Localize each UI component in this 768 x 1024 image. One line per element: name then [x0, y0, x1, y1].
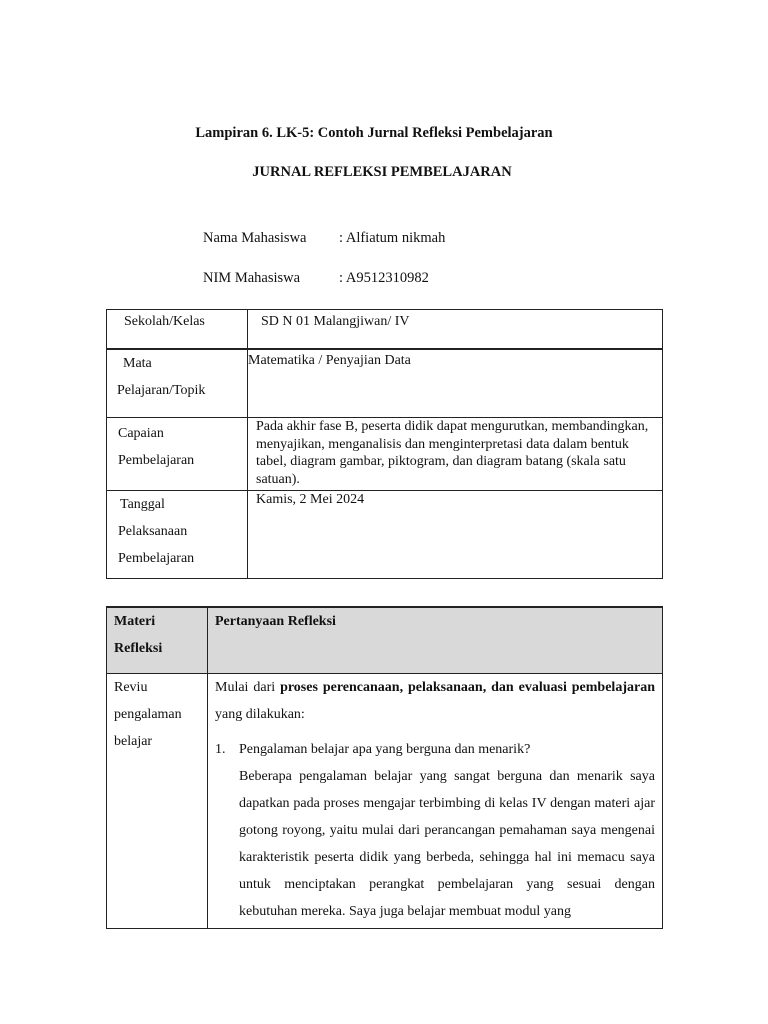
school-label: Sekolah/Kelas — [124, 314, 205, 329]
materi-header-2: Refleksi — [114, 641, 163, 656]
review-content-cell — [208, 673, 663, 928]
school-value: SD N 01 Malangjiwan/ IV — [261, 314, 410, 329]
subject-label-1: Mata — [123, 355, 152, 371]
student-nim-row — [203, 270, 429, 287]
question-header-cell — [208, 607, 663, 673]
intro-post: yang dilakukan: — [215, 706, 305, 722]
reflection-row-review — [107, 673, 663, 928]
cp-label-cell — [107, 418, 248, 491]
student-nim-value: : A9512310982 — [339, 270, 429, 286]
student-name-row — [203, 230, 445, 247]
review-label-1: Reviu — [114, 679, 148, 695]
school-value-cell — [248, 310, 663, 349]
appendix-title: Lampiran 6. LK-5: Contoh Jurnal Refleksi Pembelajaran — [195, 125, 553, 141]
reflection-header-row — [107, 607, 663, 673]
cp-label-2: Pembelajaran — [118, 453, 195, 468]
date-value: Kamis, 2 Mei 2024 — [256, 492, 365, 507]
question-1-text: Pengalaman belajar apa yang berguna dan menarik? — [239, 741, 531, 757]
cp-label-1: Capaian — [118, 426, 164, 441]
date-label-2: Pelaksanaan — [118, 524, 188, 539]
info-row-school — [107, 310, 663, 349]
document-title: JURNAL REFLEKSI PEMBELAJARAN — [252, 164, 512, 180]
question-1-answer-wrap — [208, 763, 662, 925]
question-1 — [208, 737, 662, 763]
subject-value-cell — [248, 349, 663, 418]
student-name-value: : Alfiatum nikmah — [339, 230, 446, 246]
reflection-table — [106, 606, 663, 929]
info-table — [106, 309, 663, 579]
intro-pre: Mulai dari — [215, 679, 281, 695]
info-row-date — [107, 491, 663, 579]
date-label-3: Pembelajaran — [118, 551, 195, 566]
materi-header-1: Materi — [114, 614, 156, 629]
student-nim-label: NIM Mahasiswa — [203, 270, 301, 286]
materi-header-cell — [107, 607, 208, 673]
subject-label-cell — [107, 349, 248, 418]
question-header: Pertanyaan Refleksi — [215, 614, 336, 629]
cp-value-cell — [248, 418, 663, 491]
review-label-cell — [107, 673, 208, 928]
date-label-1: Tanggal — [120, 497, 165, 512]
review-label-2: pengalaman — [114, 706, 182, 722]
info-row-cp — [107, 418, 663, 491]
subject-value: Matematika / Penyajian Data — [248, 352, 411, 368]
question-1-number: 1. — [215, 741, 226, 757]
student-name-label: Nama Mahasiswa — [203, 230, 307, 246]
intro-bold: proses perencanaan, pelaksanaan, dan evaluasi pembelajaran — [280, 679, 655, 695]
school-label-cell — [107, 310, 248, 349]
info-row-subject — [107, 349, 663, 418]
date-value-cell — [248, 491, 663, 579]
cp-value: Pada akhir fase B, peserta didik dapat mengurutkan, membandingkan, menyajikan, menganalisis dan menginterpretasi data dalam bentuk tabel, diagram gambar, piktogram, dan diagram batang (skala satu satuan). — [256, 419, 649, 487]
subject-label-2: Pelajaran/Topik — [117, 382, 206, 398]
reflection-intro — [208, 674, 662, 728]
question-1-answer: Beberapa pengalaman belajar yang sangat berguna dan menarik saya dapatkan pada proses mengajar terbimbing di kelas IV dengan materi ajar gotong royong, yaitu mulai dari perancangan pemahaman saya mengenai karakteristik peserta didik yang berbeda, sehingga hal ini memacu saya untuk menciptakan perangkat pembelajaran yang sesuai dengan kebutuhan mereka. Saya juga belajar membuat modul yang — [239, 768, 655, 919]
date-label-cell — [107, 491, 248, 579]
review-label-3: belajar — [114, 733, 153, 749]
